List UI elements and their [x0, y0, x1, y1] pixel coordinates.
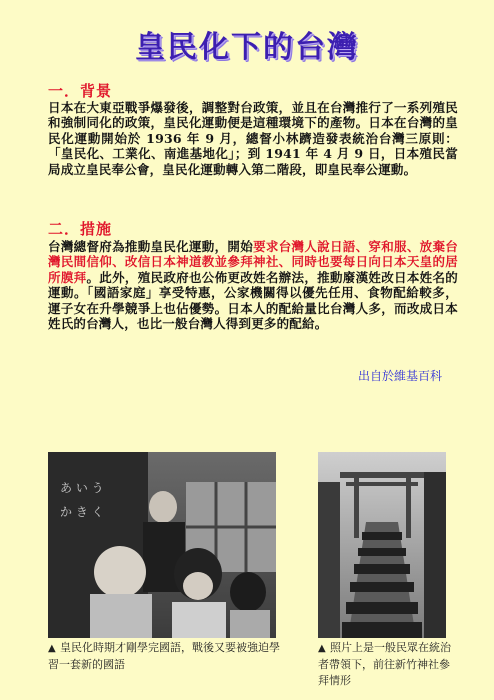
caption-shrine [318, 640, 458, 689]
svg-text:か き く: か き く [60, 505, 104, 519]
measures-text-rest: 。此外，殖民政府也公佈更改姓名辦法，推動廢漢姓改日本姓名的運動。「國語家庭」享受特惠，公家機關得以優先任用、食物配給較多，運子女在升學競爭上也佔優勢。日本人的配給量比台灣人多，而改成日本姓氏的台灣人，也比一般台灣人得到更多的配給。 [48, 269, 458, 332]
measures-text-start: 台灣總督府為推動皇民化運動，開始 [48, 239, 254, 254]
shrine-photo-illustration [318, 452, 446, 638]
caption-classroom [48, 640, 284, 673]
section-text-background: 日本在大東亞戰爭爆發後，調整對台政策，並且在台灣推行了一系列殖民和強制同化的政策，皇民化運動便是這種環境下的產物。日本在台灣的皇民化運動開始於 1936 年 9 月，總督小林躋造發表統治台灣三原則：「皇民化、工業化、南進基地化」；到 1941 年 4 月 9 日，日本殖民當局成立皇民奉公會，皇民化運動轉入第二階段，即皇民奉公運動。 [48, 100, 458, 177]
source-credit: 出自於維基百科 [357, 369, 442, 383]
svg-text:あ い う: あ い う [60, 481, 104, 495]
caption-marker-icon: ▲ [318, 643, 326, 654]
shrine-photo [318, 452, 446, 638]
page-title: 皇民化下的台灣 [135, 30, 359, 65]
section-text-measures [48, 239, 458, 331]
section-heading-background: 一．背景 [48, 82, 113, 100]
section-heading-measures: 二．措施 [48, 220, 113, 238]
measures-text-highlight: 要求台灣人說日語、穿和服、放棄台灣民間信仰、改信日本神道教並參拜神社、同時也要每日向日本天皇的居所膜拜 [48, 239, 459, 285]
caption-classroom-text: 皇民化時期才剛學完國語，戰後又要被強迫學習一套新的國語 [48, 641, 280, 671]
caption-marker-icon: ▲ [48, 643, 56, 654]
classroom-photo-illustration [48, 452, 276, 638]
caption-shrine-text: 照片上是一般民眾在統治者帶領下，前往新竹神社參拜情形 [318, 641, 451, 687]
classroom-photo [48, 452, 276, 638]
